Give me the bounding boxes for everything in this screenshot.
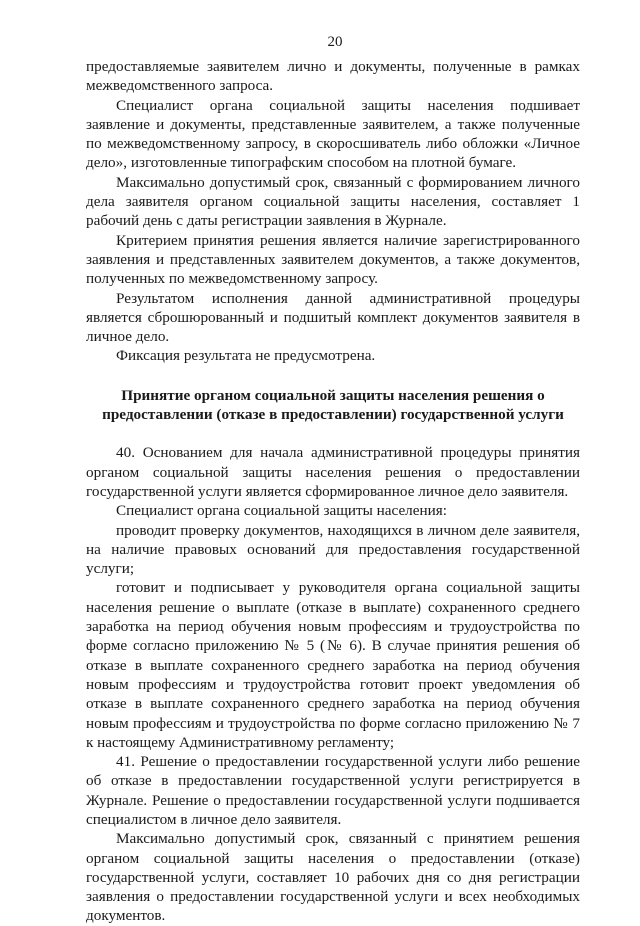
paragraph: Специалист органа социальной защиты населения: <box>116 502 447 520</box>
paragraph: 41. Решение о предоставлении государственной услуги либо решение об отказе в предоставлении государственной услуги регистрируется в Журнале. Решение о предоставлении государственной услуги подшивается специалистом в личное дело заявителя. <box>86 753 580 828</box>
top-section <box>86 57 580 366</box>
bottom-section <box>86 443 580 925</box>
paragraph: 40. Основанием для начала административной процедуры принятия органом социальной защиты населения решения о предоставлении государственной услуги является сформированное личное дело заявителя. <box>86 444 580 500</box>
paragraph: Критерием принятия решения является наличие зарегистрированного заявления и представленных заявителем документов, а также документов, полученных по межведомственному запросу. <box>86 231 580 288</box>
paragraph: Результатом исполнения данной административной процедуры является сброшюрованный и подшитый комплект документов заявителя в личное дело. <box>86 289 580 346</box>
paragraph: Специалист органа социальной защиты населения подшивает заявление и документы, представленные заявителем, а также полученные по межведомственному запросу, в скоросшиватель либо обложки «Личное дело», изготовленные типографским способом на плотной бумаге. <box>86 96 580 172</box>
page-number: 20 <box>327 34 343 50</box>
paragraph: Фиксация результата не предусмотрена. <box>116 347 376 365</box>
section-heading: Принятие органом социальной защиты населения решения о предоставлении (отказе в предоставлении) государственной услуги <box>102 386 564 424</box>
paragraph: Максимально допустимый срок, связанный с формированием личного дела заявителя органом социальной защиты населения, составляет 1 рабочий день с даты регистрации заявления в Журнале. <box>86 173 580 230</box>
paragraph: Максимально допустимый срок, связанный с принятием решения органом социальной защиты населения о предоставлении (отказе) государственной услуги, составляет 10 рабочих дня со дня регистрации заявления о предоставлении государственной услуги и всех необходимых документов. <box>86 830 580 925</box>
paragraph: готовит и подписывает у руководителя органа социальной защиты населения решение о выплате (отказе в выплате) сохраненного среднего заработка на период обучения новым профессиям и трудоустройства по форме согласно приложению № 5 (№ 6). В случае принятия решения об отказе в выплате сохраненного среднего заработка на период обучения новым профессиям и трудоустройства готовит проект уведомления об отказе в выплате сохраненного среднего заработка на период обучения новым профессиям и трудоустройства по форме согласно приложению № 7 к настоящему Административному регламенту; <box>86 579 580 751</box>
paragraph: проводит проверку документов, находящихся в личном деле заявителя, на наличие правовых оснований для предоставления государственной услуги; <box>86 521 580 578</box>
paragraph: предоставляемые заявителем лично и документы, полученные в рамках межведомственного запроса. <box>86 58 580 95</box>
